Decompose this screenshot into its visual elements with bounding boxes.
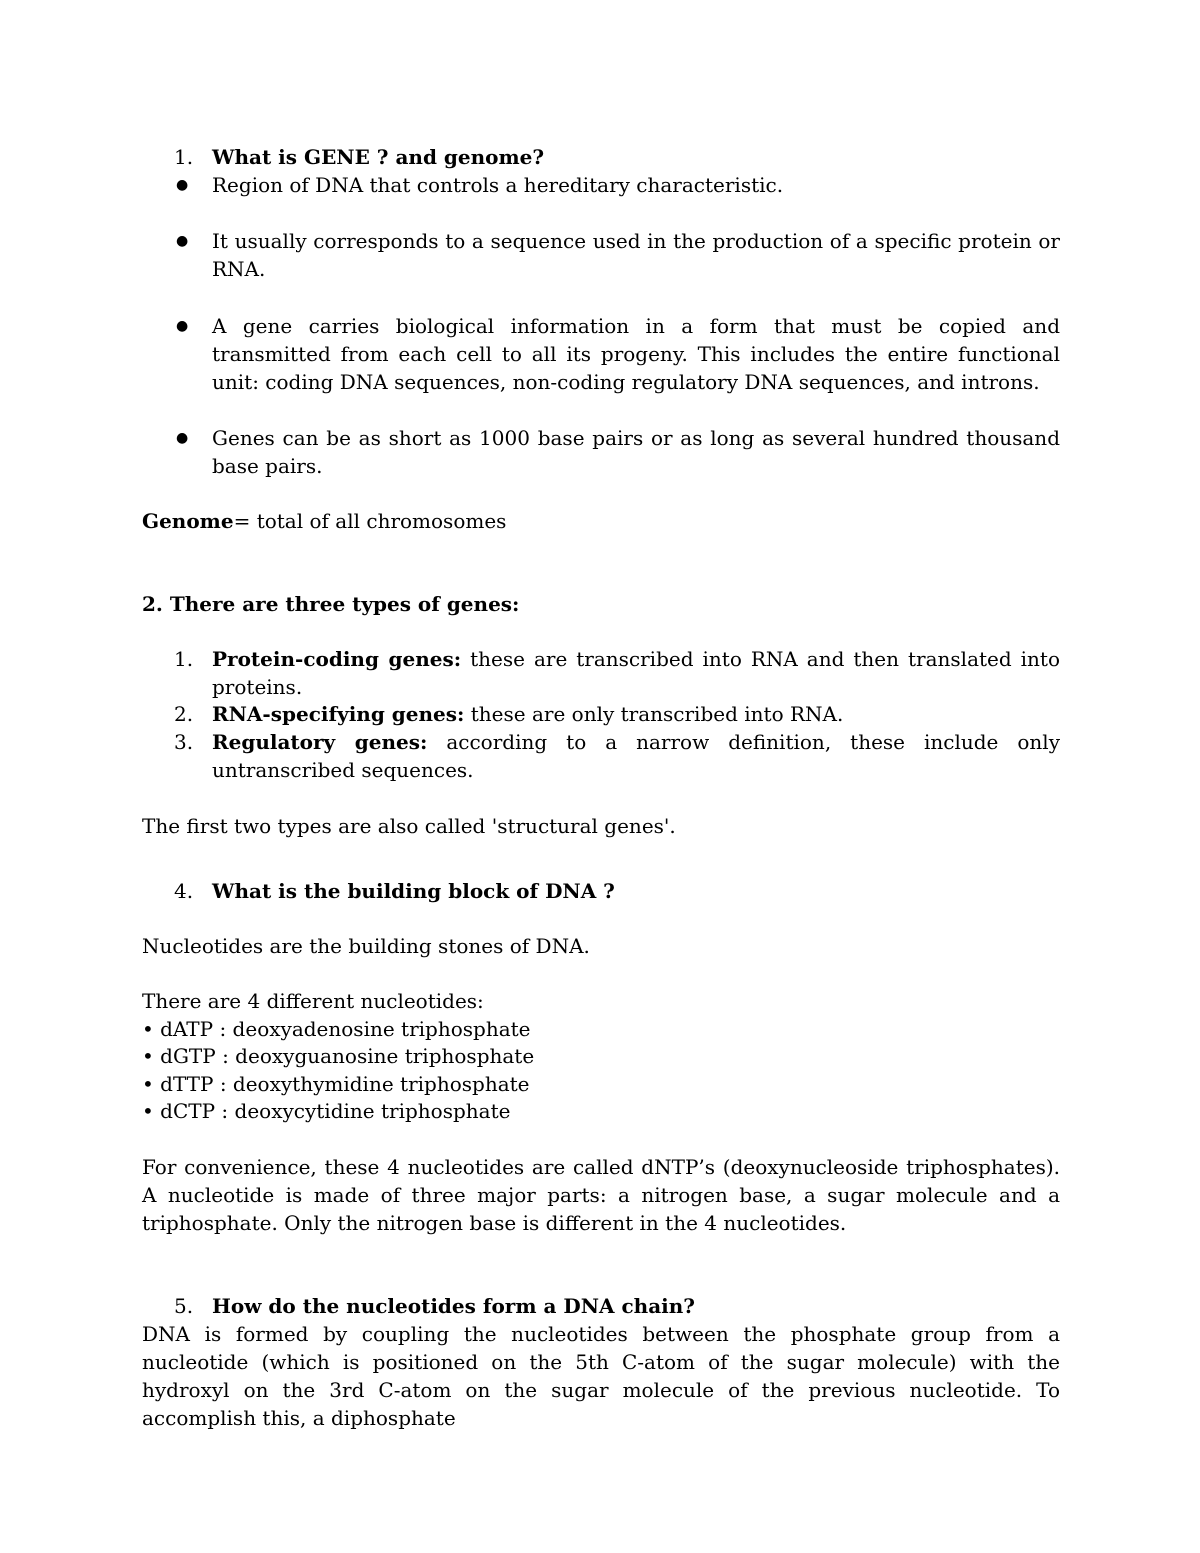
q4-intro: Nucleotides are the building stones of DNA. — [142, 934, 590, 958]
q4-paragraph: For convenience, these 4 nucleotides are called dNTP’s (deoxynucleoside triphosphates). A nucleotide is made of three major parts: a nitrogen base, a sugar molecule and a triphosphate. Only the nitrogen base is different in the 4 nucleotides. — [142, 1155, 1060, 1235]
q2-item-1: Protein-coding genes: these are transcribed into RNA and then translated into proteins. — [212, 647, 1060, 699]
q1-bullet-3: A gene carries biological information in a form that must be copied and transmitted from each cell to all its progeny. This includes the entire functional unit: coding DNA sequences, non-coding regulatory DNA sequences, and introns. — [212, 314, 1060, 394]
q2-note: The first two types are also called 'structural genes'. — [142, 814, 676, 838]
q2-heading: 2. There are three types of genes: — [142, 592, 520, 616]
q2-item-3: Regulatory genes: according to a narrow definition, these include only untranscribed sequences. — [212, 730, 1060, 782]
genome-definition: Genome= total of all chromosomes — [142, 509, 507, 533]
q5-number: 5. — [174, 1294, 194, 1318]
q2-item-1-number: 1. — [174, 647, 194, 671]
q4-heading: What is the building block of DNA ? — [212, 879, 615, 903]
bullet-icon: ● — [176, 233, 189, 249]
q1-bullet-2: It usually corresponds to a sequence used in the production of a specific protein or RNA. — [212, 229, 1060, 281]
q2-item-3-number: 3. — [174, 730, 194, 754]
bullet-icon: ● — [176, 318, 189, 334]
q2-item-2: RNA-specifying genes: these are only transcribed into RNA. — [212, 702, 844, 726]
bullet-icon: ● — [176, 430, 189, 446]
q1-bullet-4: Genes can be as short as 1000 base pairs or as long as several hundred thousand base pairs. — [212, 426, 1060, 478]
q4-number: 4. — [174, 879, 194, 903]
nucleotide-item: • dGTP : deoxyguanosine triphosphate — [142, 1044, 535, 1068]
q2-item-2-number: 2. — [174, 702, 194, 726]
q5-paragraph: DNA is formed by coupling the nucleotides between the phosphate group from a nucleotide (which is positioned on the 5th C-atom of the sugar molecule) with the hydroxyl on the 3rd C-atom on the sugar molecule of the previous nucleotide. To accomplish this, a diphosphate — [142, 1322, 1060, 1430]
nucleotide-item: • dTTP : deoxythymidine triphosphate — [142, 1072, 530, 1096]
q5-heading: How do the nucleotides form a DNA chain? — [212, 1294, 696, 1318]
q1-heading: What is GENE ? and genome? — [212, 145, 545, 169]
nucleotide-item: • dCTP : deoxycytidine triphosphate — [142, 1099, 511, 1123]
q4-list-intro: There are 4 different nucleotides: — [142, 989, 484, 1013]
q1-number: 1. — [174, 145, 194, 169]
bullet-icon: ● — [176, 177, 189, 193]
q1-bullet-1: Region of DNA that controls a hereditary characteristic. — [212, 173, 784, 197]
nucleotide-item: • dATP : deoxyadenosine triphosphate — [142, 1017, 531, 1041]
